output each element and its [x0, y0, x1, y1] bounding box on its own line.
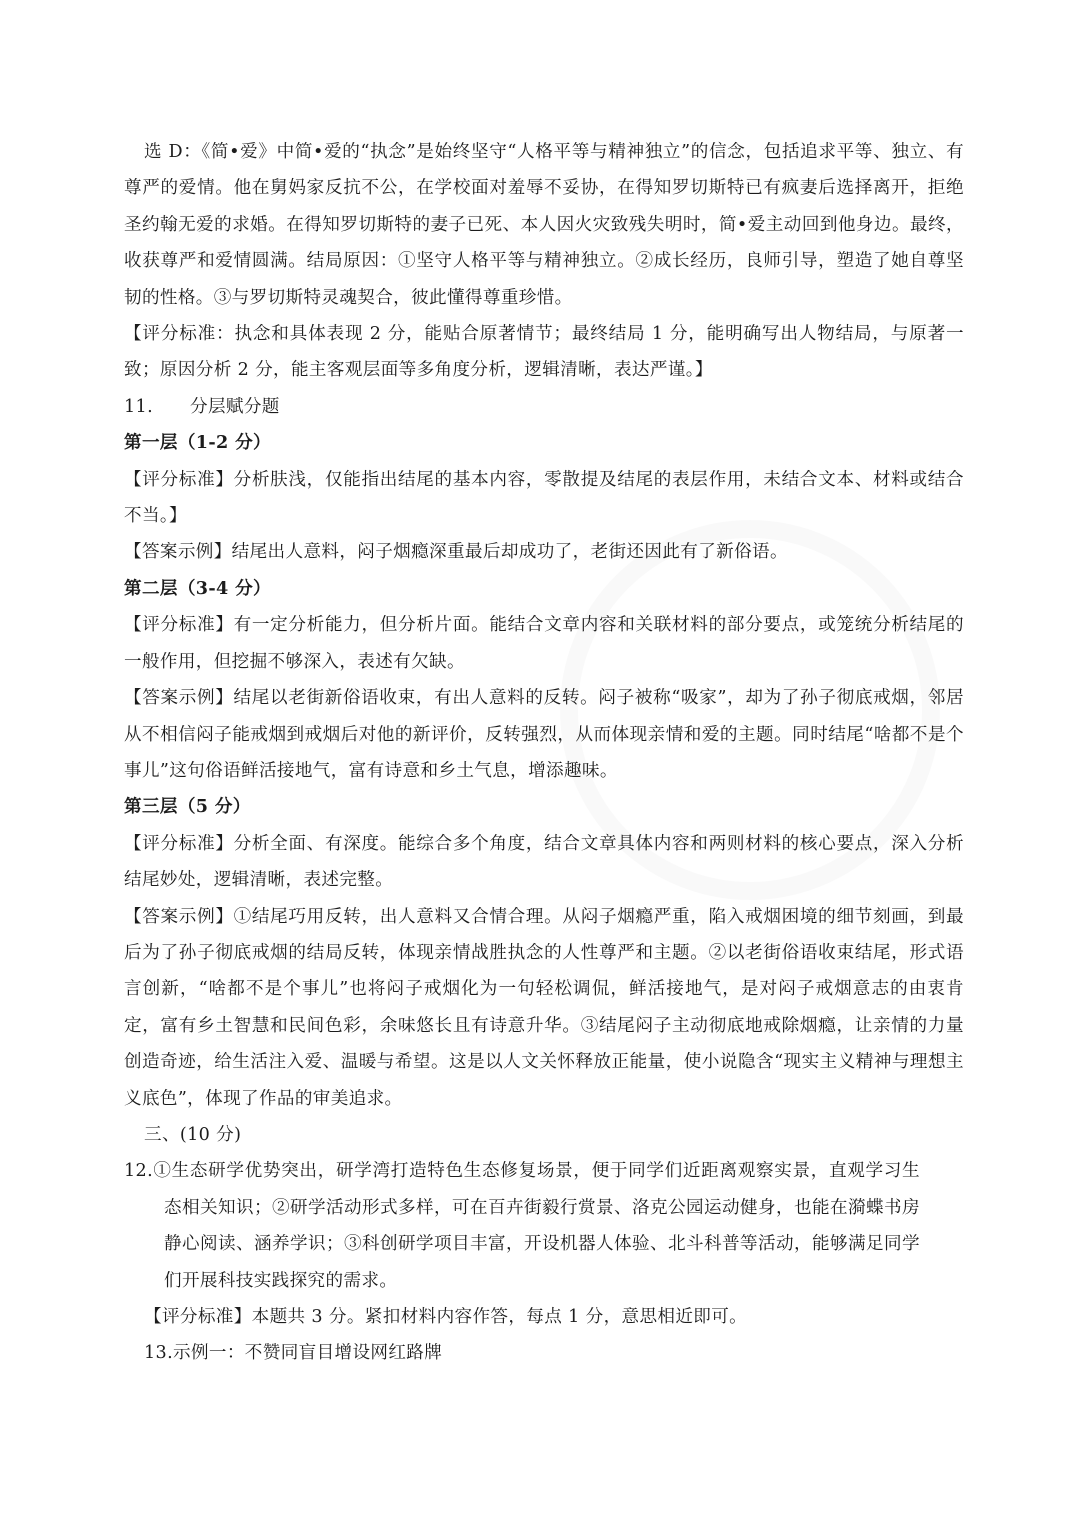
level2-heading: 第二层（3-4 分）: [124, 577, 271, 599]
level2-answer-example: 【答案示例】结尾以老街新俗语收束，有出人意料的反转。闷子被称“吸家”，却为了孙子彻底戒烟，邻居从不相信闷子能戒烟到戒烟后对他的新评价，反转强烈，从而体现亲情和爱的主题。同时结尾“啥都不是个事儿”这句俗语鲜活接地气，富有诗意和乡土气息，增添趣味。: [124, 688, 964, 781]
document-page: [124, 134, 964, 1372]
q12-answer: 12.①生态研学优势突出，研学湾打造特色生态修复场景，便于同学们近距离观察实景，直观学习生态相关知识；②研学活动形式多样，可在百卉街毅行赏景、洛克公园运动健身，也能在漪蝶书房静心阅读、涵养学识；③科创研学项目丰富，开设机器人体验、北斗科普等活动，能够满足同学们开展科技实践探究的需求。: [124, 1161, 920, 1291]
level1-answer-example: 【答案示例】结尾出人意料，闷子烟瘾深重最后却成功了，老街还因此有了新俗语。: [124, 542, 788, 563]
level3-heading: 第三层（5 分）: [124, 796, 251, 818]
level2-standard: 【评分标准】有一定分析能力，但分析片面。能结合文章内容和关联材料的部分要点，或笼统分析结尾的一般作用，但挖掘不够深入，表述有欠缺。: [124, 615, 964, 672]
level1-heading: 第一层（1-2 分）: [124, 432, 271, 454]
q11-number: 11.: [124, 396, 154, 417]
section-three-heading: 三、(10 分): [144, 1124, 242, 1145]
q11-heading: [124, 389, 964, 425]
q12-scoring-standard: 【评分标准】本题共 3 分。紧扣材料内容作答，每点 1 分，意思相近即可。: [144, 1307, 748, 1327]
q13-answer: 13.示例一：不赞同盲目增设网红路牌: [144, 1343, 443, 1364]
q10-answer-paragraph: 选 D：《简•爱》中简•爱的“执念”是始终坚守“人格平等与精神独立”的信念，包括追求平等、独立、有尊严的爱情。他在舅妈家反抗不公，在学校面对羞辱不妥协，在得知罗切斯特已有疯妻后选择离开，拒绝圣约翰无爱的求婚。在得知罗切斯特的妻子已死、本人因火灾致残失明时，简•爱主动回到他身边。最终，收获尊严和爱情圆满。结局原因：①坚守人格平等与精神独立。②成长经历，良师引导，塑造了她自尊坚韧的性格。③与罗切斯特灵魂契合，彼此懂得尊重珍惜。: [124, 142, 964, 308]
q11-title: 分层赋分题: [190, 396, 280, 417]
q10-scoring-standard: 【评分标准：执念和具体表现 2 分，能贴合原著情节；最终结局 1 分，能明确写出人物结局，与原著一致；原因分析 2 分，能主客观层面等多角度分析，逻辑清晰，表达严谨。】: [124, 324, 964, 381]
level1-standard: 【评分标准】分析肤浅，仅能指出结尾的基本内容，零散提及结尾的表层作用，未结合文本、材料或结合不当。】: [124, 469, 964, 527]
level3-answer-example: 【答案示例】①结尾巧用反转，出人意料又合情合理。从闷子烟瘾严重，陷入戒烟困境的细节刻画，到最后为了孙子彻底戒烟的结局反转，体现亲情战胜执念的人性尊严和主题。②以老街俗语收束结尾，形式语言创新，“啥都不是个事儿”也将闷子戒烟化为一句轻松调侃，鲜活接地气，是对闷子戒烟意志的由衷肯定，富有乡土智慧和民间色彩，余味悠长且有诗意升华。③结尾闷子主动彻底地戒除烟瘾，让亲情的力量创造奇迹，给生活注入爱、温暖与希望。这是以人文关怀释放正能量，使小说隐含“现实主义精神与理想主义底色”，体现了作品的审美追求。: [124, 906, 964, 1109]
level3-standard: 【评分标准】分析全面、有深度。能综合多个角度，结合文章具体内容和两则材料的核心要点，深入分析结尾妙处，逻辑清晰，表述完整。: [124, 833, 964, 891]
